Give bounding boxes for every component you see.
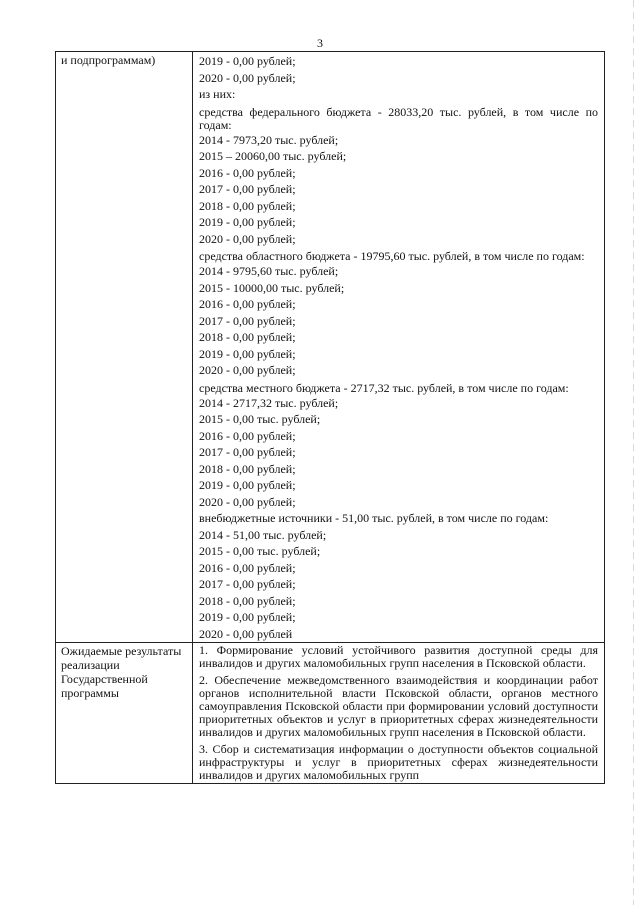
list-item: 2019 - 0,00 рублей; [199,478,296,492]
list-item: 2019 - 0,00 рублей; [199,215,296,229]
list-item: 2018 - 0,00 рублей; [199,330,296,344]
table-row-expected-results [56,643,605,784]
list-item: 2018 - 0,00 рублей; [199,593,296,608]
list-item: 2015 – 20060,00 тыс. рублей; [199,149,347,163]
row-label-expected-results: Ожидаемые результаты реализации Государственной программы [56,643,193,784]
list-item: 2015 - 0,00 тыс. рублей; [199,412,321,426]
result-paragraph-3: 3. Сбор и систематизация информации о доступности объектов социальной инфраструктуры и услуг в приоритетных сферах жизнедеятельности инвалидов и других маломобильных групп [199,743,598,782]
page-number: 3 [317,36,323,50]
list-item: 2017 - 0,00 рублей; [199,182,296,196]
list-item: 2014 - 51,00 тыс. рублей; [199,527,327,542]
list-item: 2020 - 0,00 рублей; [199,231,296,246]
list-item: 2017 - 0,00 рублей; [199,577,296,591]
regional-budget-heading: средства областного бюджета - 19795,60 тыс. рублей, в том числе по годам: [199,249,585,263]
result-paragraph-2: 2. Обеспечение межведомственного взаимодействия и координации работ органов исполнительной власти Псковской области, органов местного самоуправления Псковской области при формировании условий доступности приоритетных объектов и услуг в приоритетных сферах жизнедеятельности инвалидов и других маломобильных групп населения в Псковской области. [199,673,598,739]
list-item: 2016 - 0,00 рублей; [199,165,296,180]
list-item: 2018 - 0,00 рублей; [199,461,296,476]
list-item: 2020 - 0,00 рублей; [199,494,296,509]
program-passport-table [55,51,605,784]
funding-summary-lines [199,53,598,103]
local-budget-years [199,395,598,511]
list-item: 2020 - 0,00 рублей; [199,363,296,377]
list-item: 2014 - 2717,32 тыс. рублей; [199,395,339,410]
list-item: 2020 - 0,00 рублей; [199,70,296,85]
list-item: 2017 - 0,00 рублей; [199,313,296,328]
result-paragraph-1: 1. Формирование условий устойчивого развития доступной среды для инвалидов и других маломобильных групп населения в Псковской области. [199,643,598,670]
offbudget-years [199,527,598,643]
local-budget-heading: средства местного бюджета - 2717,32 тыс. рублей, в том числе по годам: [199,380,569,395]
list-item: 2015 - 10000,00 тыс. рублей; [199,280,345,295]
table-row-funding [56,52,605,643]
list-item: 2017 - 0,00 рублей; [199,445,296,459]
expected-results-content [193,643,605,784]
list-item: 2015 - 0,00 тыс. рублей; [199,544,321,558]
regional-budget-years [199,263,598,379]
row-label-funding: и подпрограммам) [56,52,193,643]
list-item: 2020 - 0,00 рублей [199,626,293,641]
funding-content [193,52,605,643]
list-item: 2016 - 0,00 рублей; [199,297,296,311]
list-item: 2018 - 0,00 рублей; [199,198,296,213]
federal-budget-heading: средства федерального бюджета - 28033,20 тыс. рублей, в том числе по годам: [199,104,598,132]
scan-edge-artifact [633,0,634,905]
list-item: 2019 - 0,00 рублей; [199,610,296,624]
offbudget-heading: внебюджетные источники - 51,00 тыс. рублей, в том числе по годам: [199,511,549,525]
list-item: 2019 - 0,00 рублей; [199,346,296,361]
list-item: 2014 - 7973,20 тыс. рублей; [199,132,339,147]
federal-budget-years [199,132,598,248]
list-item: 2019 - 0,00 рублей; [199,54,296,68]
list-item: из них: [199,87,236,101]
list-item: 2016 - 0,00 рублей; [199,428,296,443]
list-item: 2016 - 0,00 рублей; [199,560,296,575]
list-item: 2014 - 9795,60 тыс. рублей; [199,264,339,278]
